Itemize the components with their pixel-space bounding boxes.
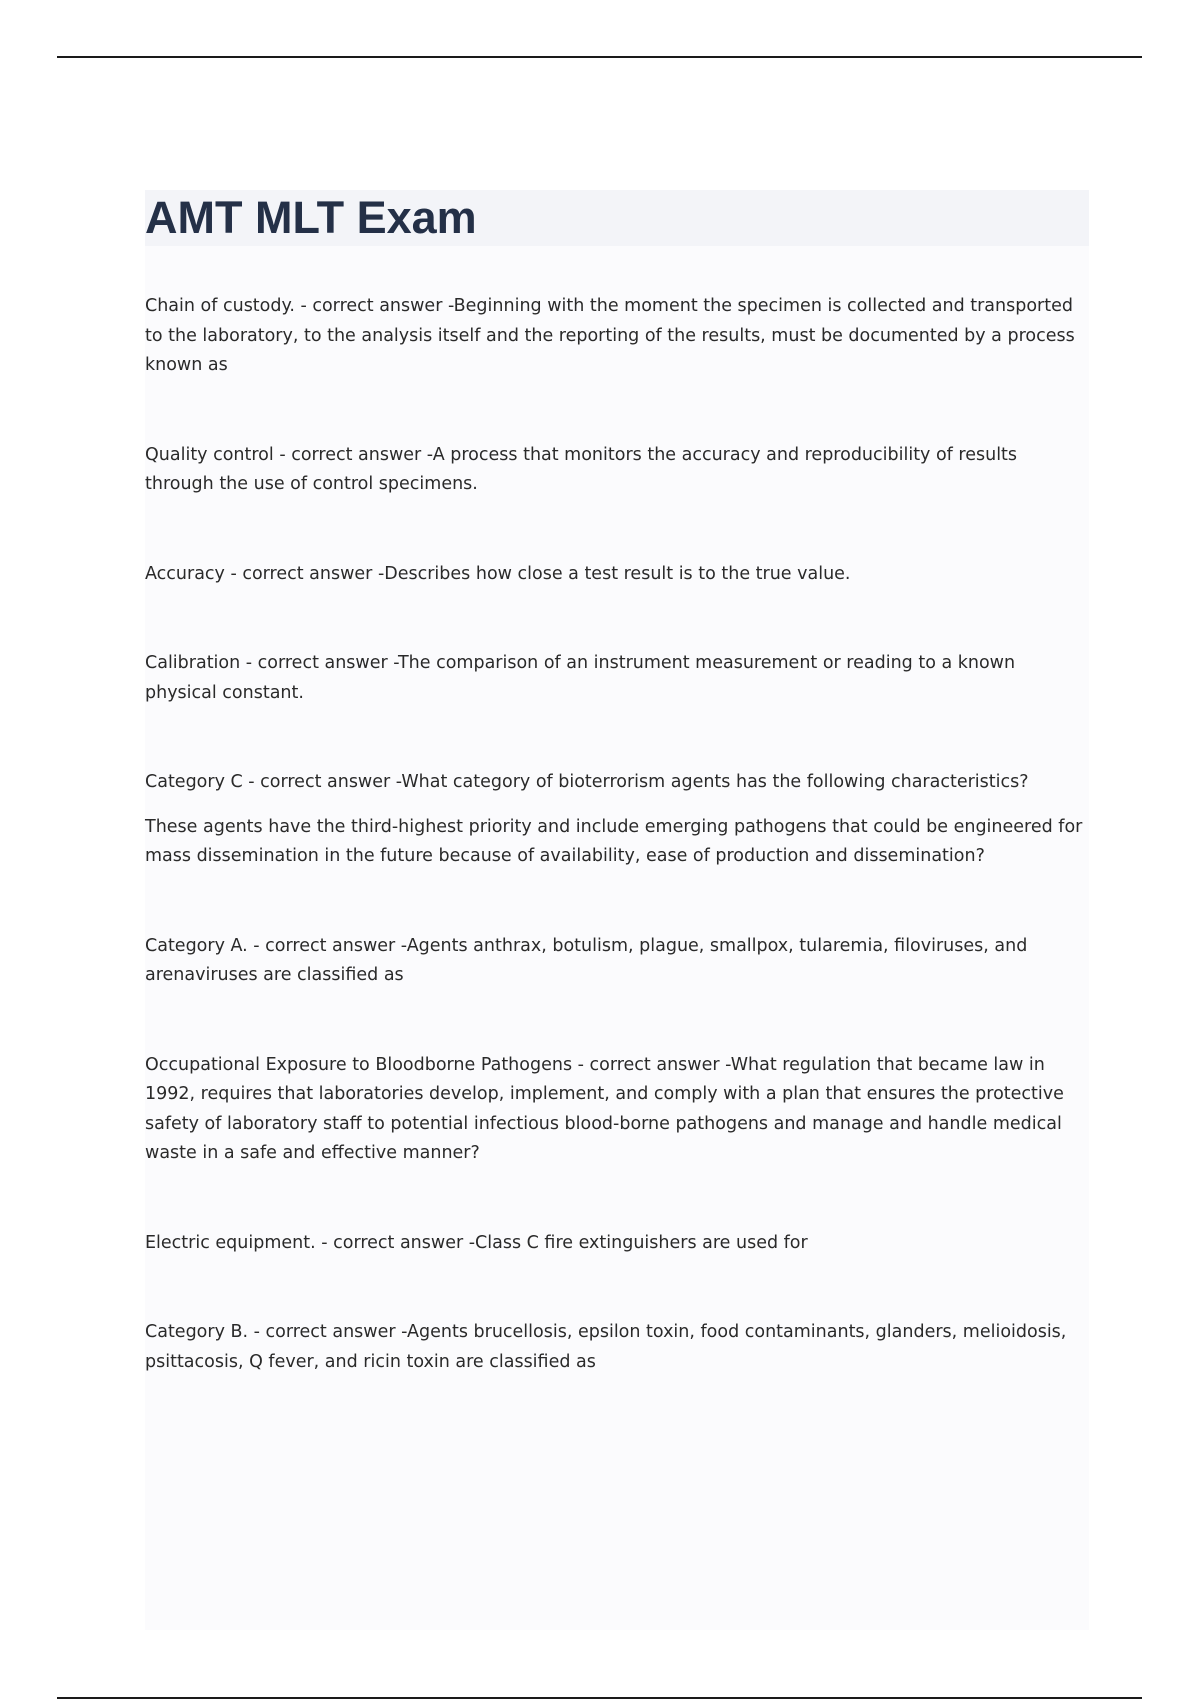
- qa-item: [145, 1229, 1089, 1259]
- qa-item: [145, 1051, 1089, 1169]
- qa-text: Electric equipment. - correct answer -Class C fire extinguishers are used for: [145, 1232, 808, 1253]
- qa-text: Quality control - correct answer -A process that monitors the accuracy and reproducibility of results through the use of control specimens.: [145, 444, 1018, 494]
- qa-item: [145, 1318, 1089, 1377]
- qa-item: [145, 292, 1089, 381]
- document-title: AMT MLT Exam: [145, 192, 477, 243]
- qa-text: Chain of custody. - correct answer -Beginning with the moment the specimen is collected and transported to the laboratory, to the analysis itself and the reporting of the results, must be documented by a process known as: [145, 296, 1075, 375]
- qa-text: Accuracy - correct answer -Describes how close a test result is to the true value.: [145, 563, 851, 584]
- qa-item: [145, 649, 1089, 708]
- qa-text: Category C - correct answer -What category of bioterrorism agents has the following characteristics?: [145, 772, 1029, 792]
- qa-text-continued: These agents have the third-highest priority and include emerging pathogens that could be engineered for mass dissemination in the future because of availability, ease of production and dissemination?: [145, 816, 1083, 866]
- qa-list: [145, 292, 1089, 1437]
- qa-item: [145, 441, 1089, 500]
- qa-text: Category B. - correct answer -Agents brucellosis, epsilon toxin, food contaminants, glanders, melioidosis, psittacosis, Q fever, and ricin toxin are classified as: [145, 1322, 1067, 1372]
- bottom-rule: [57, 1697, 1142, 1699]
- top-rule: [57, 56, 1142, 58]
- qa-item: [145, 932, 1089, 991]
- qa-item: [145, 768, 1089, 872]
- qa-item: [145, 560, 1089, 590]
- qa-text: Category A. - correct answer -Agents anthrax, botulism, plague, smallpox, tularemia, filoviruses, and arenaviruses are classified as: [145, 935, 1028, 985]
- qa-text: Occupational Exposure to Bloodborne Pathogens - correct answer -What regulation that became law in 1992, requires that laboratories develop, implement, and comply with a plan that ensures the protective safety of laboratory staff to potential infectious blood-borne pathogens and manage and handle medical waste in a safe and effective manner?: [145, 1054, 1064, 1163]
- qa-text: Calibration - correct answer -The comparison of an instrument measurement or reading to a known physical constant.: [145, 653, 1016, 703]
